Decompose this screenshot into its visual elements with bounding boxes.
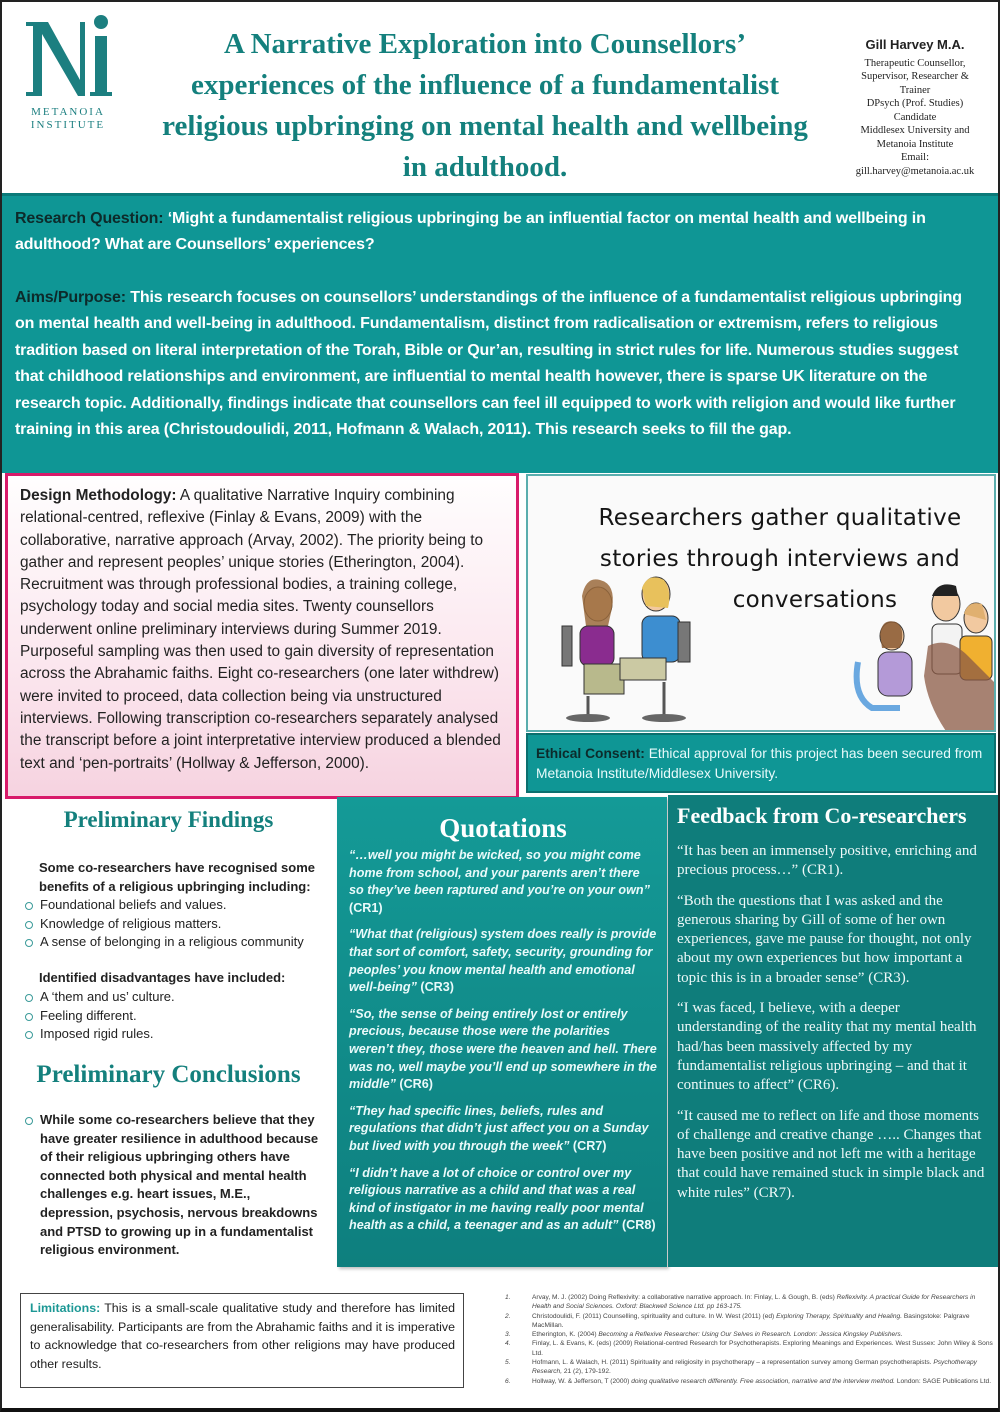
conclusions-list <box>24 1111 324 1260</box>
interview-illustration <box>526 474 996 732</box>
research-question <box>15 206 980 259</box>
ethics-label: Ethical Consent: <box>536 746 645 761</box>
caption-line: stories through interviews and <box>599 546 961 572</box>
quotations-panel <box>337 797 667 1267</box>
findings-heading: Preliminary Findings <box>63 807 274 832</box>
benefits-intro: Some co-researchers have recognised some benefits of a religious upbringing including: <box>39 860 316 894</box>
feedback-item: “Both the questions that I was asked and the generous sharing by Gill of some of her own experiences, gave me pause for thought, not only about my own experiences but how important a topic this is in a broader sense” (CR3). <box>677 892 972 986</box>
research-question-text: ‘Might a fundamentalist religious upbringing be an influential factor on mental health and wellbeing in adulthood? What are Counsellors’ experiences? <box>15 210 926 254</box>
author-detail: Email: <box>901 152 929 163</box>
reference-number: 4. <box>505 1340 511 1348</box>
title-line: A Narrative Exploration into Counsellors’ <box>224 28 746 60</box>
metanoia-logo <box>22 12 114 137</box>
quotation-text: “I didn’t have a lot of choice or control over my religious narrative as a child and that was a real kind of instigator in me having really poor mental health as a child, a teenager and as an adult” <box>349 1165 644 1233</box>
quotations-heading: Quotations <box>439 813 567 843</box>
reference-tail: Basingstoke: Palgrave MacMillan. <box>532 1312 970 1329</box>
illustration-caption <box>570 498 990 621</box>
ni-monogram-icon <box>22 12 114 104</box>
quotation <box>349 1006 657 1094</box>
ethical-consent <box>526 733 996 793</box>
reference-text: Hollway, W. & Jefferson, T (2000) <box>532 1377 632 1385</box>
author-block <box>840 38 990 178</box>
reference-item <box>500 1377 994 1386</box>
benefit-item: A sense of belonging in a religious community <box>24 933 334 952</box>
methodology-text: A qualitative Narrative Inquiry combining relational-centred, reflexive (Finlay & Evans, 2009) with the collaborative, narrative approach (Arvay, 2002). The priority being to gather and represent peoples’ unique stories (Etherington, 2004). Recruitment was through professional bodies, a training college, psychology today and social media sites. Twenty counsellors underwent online preliminary interviews during Summer 2019. Purposeful sampling was then used to gain diversity of representation across the Abrahamic faiths. Eight co-researchers (one later withdrew) were invited to proceed, data collection being via unstructured interviews. Following transcription co-researchers separately analysed the transcript before a joint interpretative interview produced a blended text and ‘pen-portraits’ (Hollway & Jefferson, 2000). <box>20 487 501 772</box>
aims-label: Aims/Purpose: <box>15 289 126 306</box>
counsellor-figure <box>857 621 912 708</box>
feedback-item: “I was faced, I believe, with a deeper understanding of the reality that my mental health had/has been massively affected by my fundamentalist religious upbringing – and that it continues to affect” (CR6). <box>677 1000 977 1094</box>
reference-italic: Exploring Therapy, Spirituality and Healing. <box>776 1312 903 1320</box>
reference-text: Christodoulidi, F. (2011) Counselling, spirituality and culture. In W. West (2011) (ed) <box>532 1312 777 1320</box>
reference-tail: London: SAGE Publications Ltd. <box>894 1377 992 1385</box>
benefit-item: Foundational beliefs and values. <box>24 896 334 915</box>
quotation-source: (CR8) <box>618 1218 656 1233</box>
reference-number: 3. <box>505 1331 511 1339</box>
author-detail: Candidate <box>893 111 937 123</box>
caption-line: conversations <box>732 587 898 613</box>
reference-text: Hofmann, L. & Walach, H. (2011) Spirituality and religiosity in psychotherapy – a representation survey among German psychotherapists. <box>532 1359 934 1367</box>
title-line: experiences of the influence of a fundamentalist <box>191 69 779 101</box>
reference-item <box>500 1293 994 1312</box>
logo-line-2: INSTITUTE <box>30 119 106 131</box>
aims-text: This research focuses on counsellors’ understandings of the influence of a fundamentalist religious upbringing on mental health and well-being in adulthood. Fundamentalism, distinct from radicalisation or extremism, refers to religious tradition based on literal interpretation of the Torah, Bible or Qur’an, resulting in strict rules for life. Numerous studies suggest that childhood relationships and environment, are influential to mental health however, there is sparse UK literature on the research topic. Additionally, findings indicate that counsellors can feel ill equipped to work with religion and would like further training in this area (Christoudoulidi, 2011, Hofmann & Walach, 2011). This research seeks to fill the gap. <box>15 289 962 439</box>
reference-number: 1. <box>505 1294 511 1301</box>
author-detail: Metanoia Institute <box>876 138 954 150</box>
title-line: religious upbringing on mental health and wellbeing <box>162 110 808 142</box>
author-detail: Middlesex University and <box>860 125 970 136</box>
feedback-item: “It caused me to reflect on life and those moments of challenge and creative change ….. Changes that have been positive and not left me with a heritage that could have remained stuck in simple black and white rules” (CR7). <box>677 1107 985 1201</box>
references-list <box>500 1293 994 1386</box>
findings-conclusions-column <box>2 800 335 1270</box>
reference-item <box>500 1339 994 1358</box>
feedback-panel <box>668 795 998 1267</box>
reference-item <box>500 1330 994 1339</box>
quotation <box>349 926 657 996</box>
caption-line: Researchers gather qualitative <box>598 505 962 531</box>
logo-wordmark <box>22 106 114 132</box>
author-detail: Supervisor, Researcher & <box>861 71 969 82</box>
design-methodology <box>5 473 519 799</box>
poster-title <box>135 24 835 188</box>
disadvantage-item: A ‘them and us’ culture. <box>24 988 334 1007</box>
quotation <box>349 1165 657 1235</box>
conclusion-item: While some co-researchers believe that they have greater resilience in adulthood because of their religious upbringing others have connected both physical and mental health challenges e.g. heart issues, M.E., depression, psychosis, nervous breakdowns and PTSD to growing up in a fundamentalist religious environment. <box>24 1111 324 1260</box>
conclusions-heading: Preliminary Conclusions <box>36 1061 301 1088</box>
reference-tail: 21 (2), 179-192. <box>562 1368 611 1376</box>
quotation-source: (CR6) <box>395 1077 433 1092</box>
quotation-source: (CR7) <box>569 1138 607 1153</box>
reference-number: 5. <box>505 1359 511 1367</box>
reference-text: Finlay, L. & Evans, K. (eds) (2009) Relational-centred Research for Psychotherapists. Exploring Meanings and Experiences. West Sussex: John Wiley & Sons Ltd. <box>532 1340 993 1357</box>
quotation <box>349 847 657 917</box>
research-band <box>2 193 998 473</box>
benefits-list <box>24 896 334 952</box>
feedback-item: “It has been an immensely positive, enriching and precious process…” (CR1). <box>677 843 977 879</box>
quotation-text: “…well you might be wicked, so you might come home from school, and your parents aren’t there so they’ve been raptured and you’re on your own” <box>349 848 650 898</box>
author-detail: Trainer <box>899 84 931 96</box>
aims-purpose <box>15 285 980 443</box>
reference-italic: Reflexivity. A practical Guide for Researchers in Health and Social Sciences. Oxford: Blackwell Science Ltd. pp 163-175. <box>532 1294 976 1311</box>
reference-italic: Becoming a Reflexive Researcher: Using Our Selves in Research. London: Jessica Kingsley Publishers. <box>598 1331 903 1339</box>
limitations-box <box>20 1293 464 1388</box>
quotation-text: “They had specific lines, beliefs, rules and regulations that didn’t just affect you on a Sunday but lived with you through the week” <box>349 1103 649 1153</box>
quotation-source: (CR1) <box>349 900 383 915</box>
quotation-text: “So, the sense of being entirely lost or entirely precious, because those were the polarities weren’t they, those were the heaven and hell. There was no, well maybe you’ll end up somewhere in the middle” <box>349 1006 657 1092</box>
reference-text: Etherington, K. (2004) <box>532 1331 599 1339</box>
methodology-label: Design Methodology: <box>20 487 177 504</box>
quotation-source: (CR3) <box>416 980 454 995</box>
author-detail: DPsych (Prof. Studies) <box>866 98 964 109</box>
title-line: in adulthood. <box>402 151 568 183</box>
author-detail: Therapeutic Counsellor, <box>864 57 966 69</box>
ethics-text: Ethical approval for this project has been secured from Metanoia Institute/Middlesex University. <box>536 746 983 781</box>
benefit-item: Knowledge of religious matters. <box>24 915 334 934</box>
reference-number: 2. <box>505 1312 511 1320</box>
research-question-label: Research Question: <box>15 210 164 227</box>
reference-italic: doing qualitative research differently. Free association, narrative and the interview method. <box>631 1377 895 1385</box>
limitations-text: This is a small-scale qualitative study and therefore has limited generalisability. Participants are from the Abrahamic faiths and it is imperative to acknowledge that co-researchers from other religions may have produced other results. <box>30 1301 455 1371</box>
logo-line-1: METANOIA <box>31 106 105 118</box>
disadvantage-item: Feeling different. <box>24 1007 334 1026</box>
disadvantage-item: Imposed rigid rules. <box>24 1025 334 1044</box>
disadvantages-intro: Identified disadvantages have included: <box>39 970 286 985</box>
limitations-label: Limitations: <box>30 1301 101 1315</box>
reference-number: 6. <box>505 1377 511 1385</box>
disadvantages-list <box>24 988 334 1044</box>
quotation-text: “What that (religious) system does really is provide that sort of comfort, safety, security, grounding for peoples’ you know mental health and emotional well-being” <box>349 927 657 995</box>
reference-italic: Psychotherapy Research, <box>532 1359 977 1376</box>
author-name: Gill Harvey M.A. <box>865 37 965 52</box>
reference-item <box>500 1312 994 1331</box>
feedback-heading: Feedback from Co-researchers <box>677 803 967 828</box>
author-email[interactable]: gill.harvey@metanoia.ac.uk <box>855 165 975 177</box>
quotation <box>349 1103 657 1156</box>
reference-item <box>500 1358 994 1377</box>
reference-text: Arvay, M. J. (2002) Doing Reflexivity: a collaborative narrative approach. In: Finlay, L. & Gough, B. (eds) <box>532 1294 837 1301</box>
